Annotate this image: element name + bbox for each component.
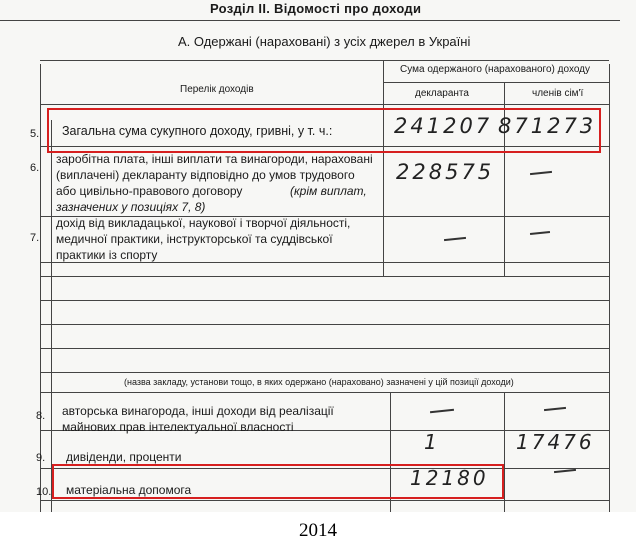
blank-line-5	[40, 372, 609, 373]
col-divider-sum-lower	[504, 392, 505, 512]
frame-left	[40, 64, 41, 512]
num-col-divider	[51, 120, 52, 512]
blank-line-3	[40, 324, 609, 325]
handwritten-family-amount: 871273	[498, 114, 597, 138]
subsection-title: А. Одержані (нараховані) з усіх джерел в Україні	[178, 34, 471, 49]
highlight-total-income	[47, 108, 601, 153]
highlight-material-aid	[52, 464, 504, 499]
caption-bottom	[40, 392, 609, 393]
row-label: дивіденди, проценти	[66, 450, 182, 464]
handwritten-dash-family	[530, 231, 550, 235]
page-top-rule	[0, 20, 620, 21]
row-label-italic: (крім виплат,	[290, 184, 367, 198]
row-label-line: майнових прав інтелектуальної власності	[62, 420, 294, 434]
row-number: 6.	[30, 162, 40, 174]
row-label-line: заробітна плата, інші виплати та винагороди, нараховані	[56, 152, 373, 166]
row-label-line: (виплачені) декларанту відповідно до умов трудового	[56, 168, 355, 182]
handwritten-dash-family	[544, 407, 566, 411]
handwritten-declarant-amount: 12180	[410, 466, 489, 490]
year-caption: 2014	[299, 520, 337, 541]
handwritten-declarant-amount: 228575	[396, 160, 495, 184]
row-number: 10.	[36, 486, 52, 498]
row-label-italic: зазначених у позиціях 7, 8)	[56, 200, 206, 214]
header-bottom	[40, 104, 609, 105]
frame-right	[609, 64, 610, 512]
handwritten-declarant-amount: 241207	[394, 114, 493, 138]
handwritten-dash-family	[530, 171, 552, 175]
handwritten-dash-declarant	[430, 409, 454, 413]
row-number: 8.	[36, 410, 46, 422]
col-divider-list	[383, 60, 384, 276]
row-label-line: медичної практики, інструкторської та суддівської	[56, 232, 333, 246]
header-declarant-label: декларанта	[415, 88, 469, 99]
handwritten-dash-family	[554, 469, 576, 473]
handwritten-family-amount: 17476	[516, 430, 595, 454]
header-sum-split	[383, 82, 609, 83]
blank-line-4	[40, 348, 609, 349]
row-label-line: або цивільно-правового договору	[56, 184, 243, 198]
handwritten-declarant-amount: 1	[424, 430, 440, 454]
section-title: Розділ ІІ. Відомості про доходи	[210, 1, 422, 16]
row-number: 7.	[30, 232, 40, 244]
row-label-line: авторська винагорода, інші доходи від реалізації	[62, 404, 334, 418]
header-family-label: членів сім'ї	[532, 88, 584, 99]
row-number: 9.	[36, 452, 46, 464]
blank-line-2	[40, 300, 609, 301]
row-label: Загальна сума сукупного доходу, гривні, у т. ч.:	[62, 124, 333, 138]
header-top	[40, 60, 609, 61]
row-label-line: практики із спорту	[56, 248, 158, 262]
row-label: матеріальна допомога	[66, 483, 192, 497]
row-label-line: дохід від викладацької, наукової і творчої діяльності,	[56, 216, 351, 230]
blank-line-1	[40, 276, 609, 277]
handwritten-dash-declarant	[444, 237, 466, 241]
row10-bottom	[40, 500, 609, 501]
institution-caption: (назва закладу, установи тощо, в яких одержано (нараховано) зазначені у цій позиції доходи)	[124, 377, 514, 387]
header-list-label: Перелік доходів	[180, 84, 254, 95]
row-number: 5.	[30, 128, 40, 140]
header-sum-label: Сума одержаного (нарахованого) доходу	[400, 64, 591, 75]
